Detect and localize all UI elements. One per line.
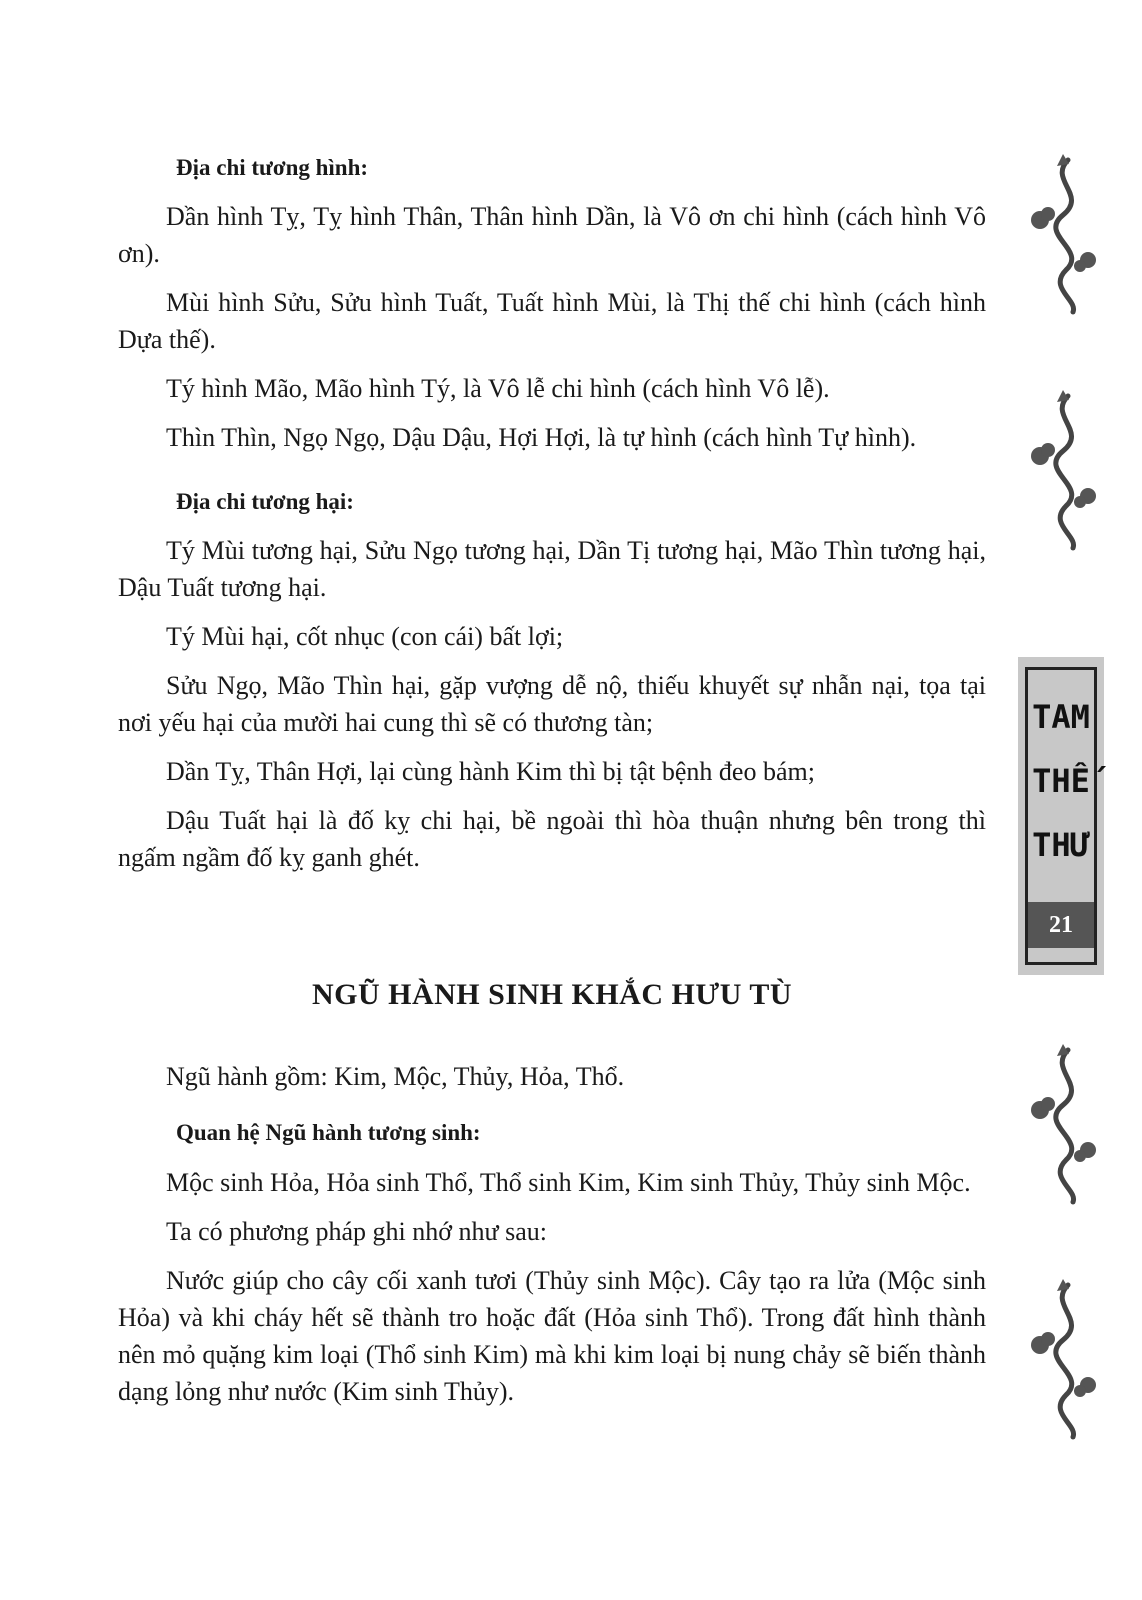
side-label-line: THƯ [1032,826,1090,864]
intro-paragraph: Ngũ hành gồm: Kim, Mộc, Thủy, Hỏa, Thổ. [166,1062,625,1092]
dragon-ornament-icon [1018,1040,1110,1208]
section-heading-tuong-sinh: Quan hệ Ngũ hành tương sinh: [176,1120,481,1146]
dragon-ornament-icon [1018,1275,1110,1443]
section-heading-tuong-hinh: Địa chi tương hình: [176,155,369,180]
side-book-label [1018,657,1104,975]
section-heading-tuong-hai: Địa chi tương hại: [176,489,354,515]
paragraph: Tý Mùi hại, cốt nhục (con cái) bất lợi; [166,622,564,652]
side-label-line: THẾ [1032,762,1090,800]
dragon-ornament-icon [1018,150,1110,318]
side-label-line: TAM [1032,698,1090,736]
page-number: 21 [1028,902,1094,948]
side-label-frame [1025,667,1097,965]
paragraph: Tý Mùi tương hại, Sửu Ngọ tương hại, Dần Tị tương hại, Mão Thìn tương hại, Dậu Tuất tương hại. [118,536,986,603]
dragon-ornament-icon [1018,386,1110,554]
paragraph: Dậu Tuất hại là đố kỵ chi hại, bề ngoài thì hòa thuận nhưng bên trong thì ngấm ngầm đố kỵ ganh ghét. [118,806,986,873]
paragraph: Ta có phương pháp ghi nhớ như sau: [166,1216,547,1246]
paragraph: Dần hình Tỵ, Tỵ hình Thân, Thân hình Dần, là Vô ơn chi hình (cách hình Vô ơn). [118,202,986,269]
chapter-title: NGŨ HÀNH SINH KHẮC HƯU TÙ [311,978,793,1012]
paragraph: Dần Tỵ, Thân Hợi, lại cùng hành Kim thì bị tật bệnh đeo bám; [166,757,815,787]
page-content [118,140,986,1422]
paragraph: Tý hình Mão, Mão hình Tý, là Vô lễ chi hình (cách hình Vô lễ). [166,374,830,404]
paragraph: Nước giúp cho cây cối xanh tươi (Thủy sinh Mộc). Cây tạo ra lửa (Mộc sinh Hỏa) và khi cháy hết sẽ thành tro hoặc đất (Hỏa sinh Thổ). Trong đất hình thành nên mỏ quặng kim loại (Thổ sinh Kim) mà khi kim loại bị nung chảy sẽ biến thành dạng lỏng như nước (Kim sinh Thủy). [118,1265,986,1406]
paragraph: Mùi hình Sửu, Sửu hình Tuất, Tuất hình Mùi, là Thị thế chi hình (cách hình Dựa thế). [118,288,986,355]
paragraph: Sửu Ngọ, Mão Thìn hại, gặp vượng dễ nộ, thiếu khuyết sự nhẫn nại, tọa tại nơi yếu hại của mười hai cung thì sẽ có thương tàn; [118,671,986,738]
paragraph: Thìn Thìn, Ngọ Ngọ, Dậu Dậu, Hợi Hợi, là tự hình (cách hình Tự hình). [166,423,917,453]
paragraph: Mộc sinh Hỏa, Hỏa sinh Thổ, Thổ sinh Kim, Kim sinh Thủy, Thủy sinh Mộc. [166,1167,971,1197]
